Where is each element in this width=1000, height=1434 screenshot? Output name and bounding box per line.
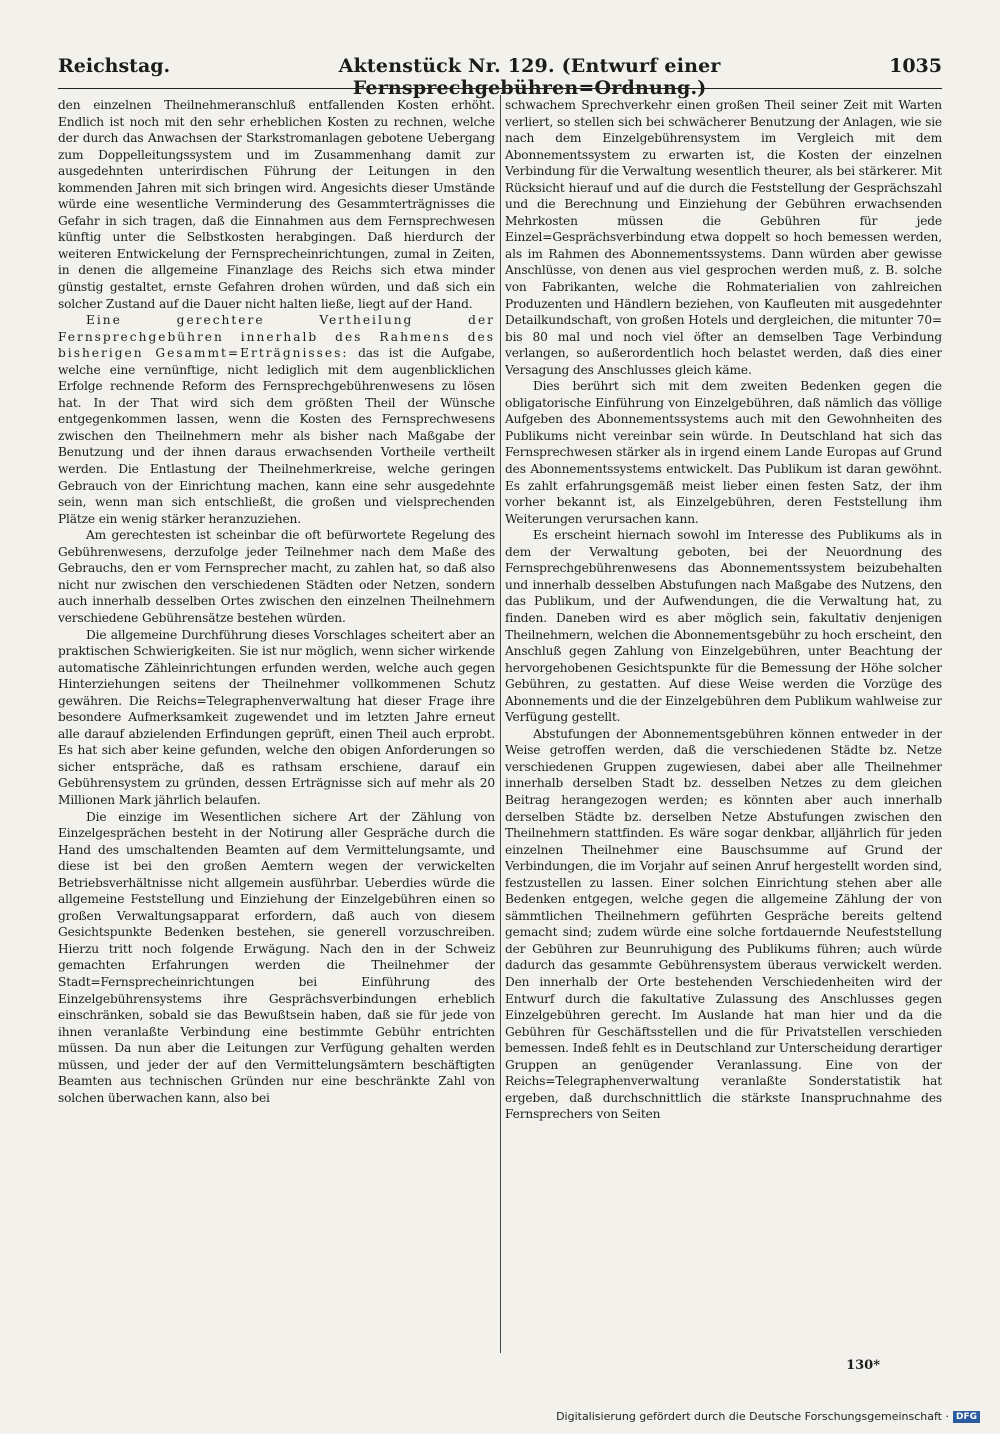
paragraph-text: Am gerechtesten ist scheinbar die oft befürwortete Regelung des Gebührenwesens, derzufolge jeder Teilnehmer nach dem Maße des Gebrauchs, den er vom Fernsprecher macht, zu zahlen hat, so daß also nicht nur zwischen den verschiedenen Städten oder Netzen, sondern auch innerhalb desselben Ortes zwischen den einzelnen Theilnehmern verschiedene Gebührensätze bestehen würden. (58, 528, 495, 625)
paragraph-text: schwachem Sprechverkehr einen großen Theil seiner Zeit mit Warten verliert, so stellen sich bei schwächerer Benutzung der Anlagen, wie sie nach dem Einzelgebührensystem im Vergleich mit dem Abonnementssystem zu erwarten ist, die Kosten der einzelnen Verbindung für die Verwaltung wesentlich theurer, als bei stärkerer. Mit Rücksicht hierauf und auf die durch die Feststellung der Gesprächszahl und die Berechnung und Einziehung der Gebühren erwachsenden Mehrkosten müssen die Gebühren für jede Einzel=Gesprächsverbindung etwa doppelt so hoch bemessen werden, als im Rahmen des Abonnementssystems. Dann würden aber gewisse Anschlüsse, von denen aus viel gesprochen werden muß, z. B. solche von Fabrikanten, welche die Rohmaterialien von zahlreichen Produzenten und Händlern beziehen, von Kaufleuten mit ausgedehnter Detailkundschaft, von großen Hotels und dergleichen, die mitunter 70= bis 80 mal und noch viel öfter an demselben Tage Verbindung verlangen, so außerordentlich hoch belastet werden, daß dies einer Versagung des Anschlusses gleich käme. (505, 98, 942, 377)
paragraph (58, 97, 495, 312)
emphasized-text: Eine gerechtere Vertheilung der Fernsprechgebühren innerhalb des Rahmens des bisherigen Gesammt=Erträgnisses: (58, 313, 495, 361)
paragraph (505, 726, 942, 1123)
page-number: 1035 (889, 55, 942, 77)
paragraph (58, 312, 495, 527)
left-column (58, 97, 495, 1352)
dfg-logo: DFG (953, 1411, 980, 1423)
paragraph-text: Es erscheint hiernach sowohl im Interesse des Publikums als in dem der Verwaltung geboten, bei der Neuordnung des Fernsprechgebührenwesens das Abonnementssystem beizubehalten und innerhalb desselben Abstufungen nach Maßgabe des Nutzens, den das Publikum, und der Aufwendungen, die die Verwaltung hat, zu finden. Daneben wird es aber möglich sein, fakultativ denjenigen Theilnehmern, welchen die Abonnementsgebühr zu hoch erscheint, den Anschluß gegen Zahlung von Einzelgebühren, unter Beachtung der hervorgehobenen Gesichtspunkte für die Bemessung der Höhe solcher Gebühren, zu gestatten. Auf diese Weise werden die Vorzüge des Abonnements und die der Einzelgebühren dem Publikum wahlweise zur Verfügung gestellt. (505, 528, 942, 725)
paragraph-text: Die allgemeine Durchführung dieses Vorschlages scheitert aber an praktischen Schwierigkeiten. Sie ist nur möglich, wenn sicher wirkende automatische Zähleinrichtungen erfunden werden, welche auch gegen Hinterziehungen seitens der Theilnehmer vollkommenen Schutz gewähren. Die Reichs=Telegraphenverwaltung hat dieser Frage ihre besondere Aufmerksamkeit zugewendet und im letzten Jahre erneut alle darauf abzielenden Erfindungen geprüft, einen Theil auch erprobt. Es hat sich aber keine gefunden, welche den obigen Anforderungen so sicher entspräche, daß es rathsam erschiene, darauf ein Gebührensystem zu gründen, dessen Erträgnisse sich auf mehr als 20 Millionen Mark jährlich belaufen. (58, 627, 495, 807)
paragraph (505, 378, 942, 527)
column-divider (500, 95, 501, 1353)
page-header (58, 55, 942, 99)
paragraph (505, 97, 942, 378)
paragraph-text: das ist die Aufgabe, welche eine vernünftige, nicht lediglich mit dem augenblicklichen Erfolge rechnende Reform des Fernsprechgebührenwesens zu lösen hat. In der That wird sich dem größten Theil der Wünsche entgegenkommen lassen, wenn die Kosten des Fernsprechwesens zwischen den Theilnehmern mehr als bisher nach Maßgabe der Benutzung und der ihnen daraus erwachsenden Vortheile vertheilt werden. Die Entlastung der Theilnehmerkreise, welche geringen Gebrauch von der Einrichtung machen, kann eine sehr ausgedehnte sein, wenn man sich entschließt, die großen und vielsprechenden Plätze ein wenig stärker heranzuziehen. (58, 346, 495, 526)
paragraph (505, 527, 942, 726)
header-rule (58, 88, 942, 89)
paragraph (58, 809, 495, 1107)
signature-mark: 130* (846, 1358, 880, 1373)
paragraph-text: Dies berührt sich mit dem zweiten Bedenken gegen die obligatorische Einführung von Einzelgebühren, daß nämlich das völlige Aufgeben des Abonnementssystems auch mit den Gewohnheiten des Publikums nicht vereinbar sein würde. In Deutschland hat sich das Fernsprechwesen stärker als in irgend einem Lande Europas auf Grund des Abonnementssystems entwickelt. Das Publikum ist daran gewöhnt. Es zahlt erfahrungsgemäß meist lieber einen festen Satz, der ihm vorher bekannt ist, als Einzelgebühren, deren Feststellung ihm Weiterungen verursachen kann. (505, 379, 942, 526)
footer-text: Digitalisierung gefördert durch die Deutsche Forschungsgemeinschaft · (556, 1410, 949, 1423)
paragraph (58, 527, 495, 626)
paragraph-text: Die einzige im Wesentlichen sichere Art der Zählung von Einzelgesprächen besteht in der Notirung aller Gespräche durch die Hand des umschaltenden Beamten auf dem Vermittelungsamte, und diese ist bei den großen Aemtern wegen der verwickelten Betriebsverhältnisse nicht allgemein ausführbar. Ueberdies würde die allgemeine Feststellung und Einziehung der Einzelgebühren einen so großen Verwaltungsapparat erfordern, daß auch von diesem Gesichtspunkte Bedenken bestehen, sie generell vorzuschreiben. Hierzu tritt noch folgende Erwägung. Nach den in der Schweiz gemachten Erfahrungen werden die Theilnehmer der Stadt=Fernsprecheinrichtungen bei Einführung des Einzelgebührensystems ihre Gesprächsverbindungen erheblich einschränken, sobald sie das Bewußtsein haben, daß sie für jede von ihnen veranlaßte Verbindung eine bestimmte Gebühr entrichten müssen. Da nun aber die Leitungen zur Verfügung gehalten werden müssen, und jeder der auf den Vermittelungsämtern beschäftigten Beamten aus technischen Gründen nur eine beschränkte Zahl von solchen überwachen kann, also bei (58, 809, 495, 1105)
paragraph-text: Abstufungen der Abonnementsgebühren können entweder in der Weise getroffen werden, daß die verschiedenen Städte bz. Netze verschiedenen Gruppen zugewiesen, dabei aber alle Theilnehmer innerhalb derselben Stadt bz. desselben Netzes zu dem gleichen Beitrag herangezogen werden; es könnten aber auch innerhalb derselben Städte bz. derselben Netze Abstufungen zwischen den Theilnehmern stattfinden. Es wäre sogar denkbar, alljährlich für jeden einzelnen Theilnehmer eine Bauschsumme auf Grund der Verbindungen, die im Vorjahr auf seinen Anruf hergestellt worden sind, festzustellen zu lassen. Einer solchen Einrichtung stehen aber alle Bedenken entgegen, welche gegen die allgemeine Zählung der von sämmtlichen Theilnehmern geführten Gespräche bereits geltend gemacht sind; zudem würde eine solche fortdauernde Neufeststellung der Gebühren zur Beunruhigung des Publikums führen; auch würde dadurch das gesammte Gebührensystem überaus verwickelt werden. Den innerhalb der Orte bestehenden Verschiedenheiten wird der Entwurf durch die fakultative Zulassung des Anschlusses gegen Einzelgebühren gerecht. Im Auslande hat man hier und da die Gebühren für Geschäftsstellen und die für Privatstellen verschieden bemessen. Indeß fehlt es in Deutschland zur Unterscheidung derartiger Gruppen an genügender Veranlassung. Eine von der Reichs=Telegraphenverwaltung veranlaßte Sonderstatistik hat ergeben, daß durchschnittlich die stärkste Inanspruchnahme des Fernsprechers von Seiten (505, 726, 942, 1122)
paragraph-text: den einzelnen Theilnehmeranschluß entfallenden Kosten erhöht. Endlich ist noch mit den sehr erheblichen Kosten zu rechnen, welche der durch das Anwachsen der Starkstromanlagen gebotene Uebergang zum Doppelleitungssystem und im Zusammenhang damit zur ausgedehnten unterirdischen Führung der Leitungen in den kommenden Jahren mit sich bringen wird. Angesichts dieser Umstände würde eine wesentliche Verminderung des Gesammterträgnisses die Gefahr in sich tragen, daß die Einnahmen aus dem Fernsprechwesen künftig unter die Selbstkosten herabgingen. Daß hierdurch der weiteren Entwickelung der Fernsprecheinrichtungen, zumal in Zeiten, in denen die allgemeine Finanzlage des Reichs sich etwa minder günstig gestaltet, ernste Gefahren drohen würden, und daß sich ein solcher Zustand auf die Dauer nicht halten ließe, liegt auf der Hand. (58, 98, 495, 311)
footer (556, 1410, 980, 1423)
header-title: Aktenstück Nr. 129. (Entwurf einer Fernsprechgebühren=Ordnung.) (338, 55, 721, 99)
paragraph (58, 627, 495, 809)
header-left: Reichstag. (58, 55, 171, 77)
right-column (505, 97, 942, 1352)
